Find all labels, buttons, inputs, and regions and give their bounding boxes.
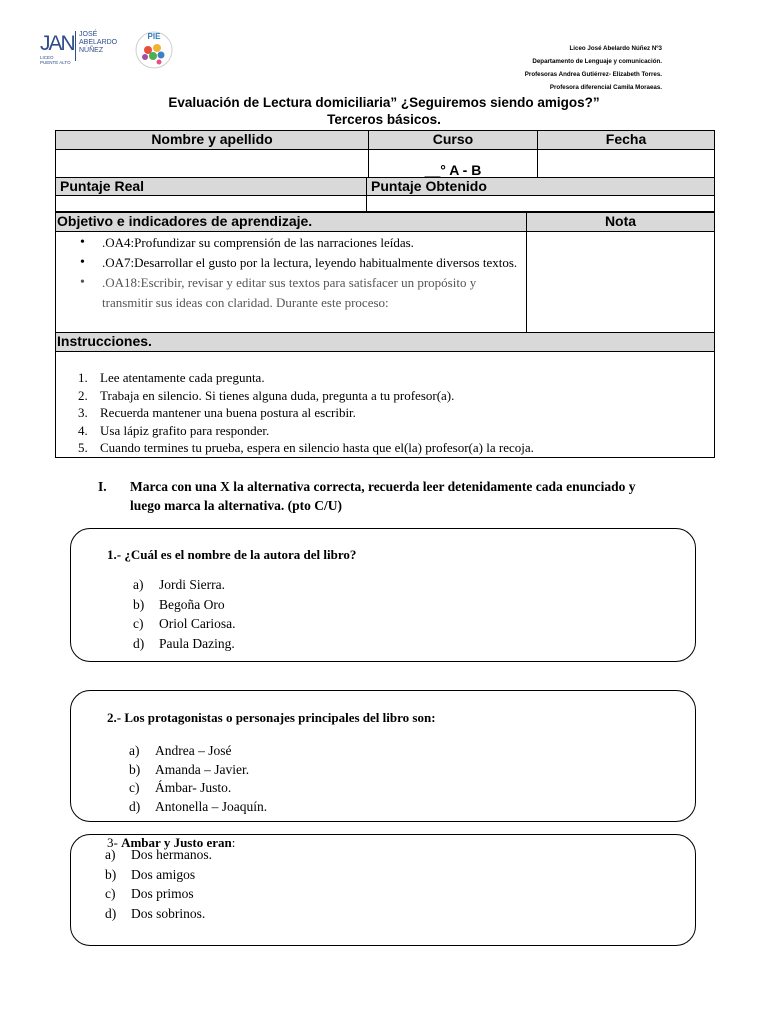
date-field[interactable]: [538, 150, 715, 179]
option-c[interactable]: c) Dos primos: [105, 886, 194, 901]
option-d[interactable]: d) Paula Dazing.: [133, 635, 235, 651]
grade-field[interactable]: [527, 232, 715, 333]
score-real-label: Puntaje Real: [56, 178, 367, 196]
question-3-title: 3- Ambar y Justo eran:: [107, 835, 236, 850]
question-1-options: [133, 575, 236, 653]
school-logo-mark: JAN: [40, 32, 74, 55]
instructions-list: [78, 369, 714, 457]
option-a[interactable]: a) Dos hermanos.: [105, 847, 212, 862]
option-a[interactable]: a) Andrea – José: [129, 743, 232, 758]
date-header: Fecha: [538, 131, 715, 150]
question-3-options: [105, 845, 212, 923]
question-2-title: 2.- Los protagonistas o personajes principales del libro son:: [107, 710, 436, 725]
page-subtitle: Terceros básicos.: [327, 112, 441, 127]
instruction-item: 4. Usa lápiz grafito para responder.: [78, 422, 270, 438]
objectives-list: [60, 233, 522, 313]
option-c[interactable]: c) Oriol Cariosa.: [133, 616, 236, 631]
option-c[interactable]: c) Ámbar- Justo.: [129, 780, 232, 795]
score-table: [55, 177, 715, 212]
school-name: Liceo José Abelardo Núñez Nº3: [569, 45, 662, 52]
score-real-field[interactable]: [56, 196, 367, 212]
objectives-header: Objetivo e indicadores de aprendizaje.: [56, 213, 527, 232]
course-field[interactable]: __° A - B: [369, 150, 538, 179]
instruction-item: 3. Recuerda mantener una buena postura al escribir.: [78, 405, 356, 420]
objective-item: • .OA7:Desarrollar el gusto por la lectura, leyendo habitualmente diversos textos.: [82, 253, 522, 273]
option-b[interactable]: b) Amanda – Javier.: [129, 761, 250, 777]
question-box-2: [70, 690, 696, 822]
school-logo: [40, 28, 122, 68]
school-logo-divider: [75, 31, 76, 61]
objective-item: • .OA4:Profundizar su comprensión de las narraciones leídas.: [82, 233, 522, 253]
page-title: Evaluación de Lectura domiciliaria” ¿Seguiremos siendo amigos?”: [168, 95, 600, 110]
question-box-3: [70, 834, 696, 946]
department: Departamento de Lenguaje y comunicación.: [532, 58, 662, 65]
grade-header: Nota: [527, 213, 715, 232]
option-a[interactable]: a) Jordi Sierra.: [133, 577, 225, 592]
section-number: I.: [98, 479, 107, 494]
objectives-table: [55, 212, 715, 458]
question-2-options: [129, 742, 267, 816]
section-heading: [98, 477, 658, 515]
option-b[interactable]: b) Begoña Oro: [133, 596, 225, 612]
score-obtained-label: Puntaje Obtenido: [367, 178, 715, 196]
student-info-table: [55, 130, 715, 179]
option-b[interactable]: b) Dos amigos: [105, 866, 196, 882]
teachers: Profesoras Andrea Gutiérrez- Elizabeth Torres.: [524, 71, 662, 78]
pie-logo: [128, 26, 180, 72]
option-d[interactable]: d) Antonella – Joaquín.: [129, 798, 268, 814]
name-field[interactable]: [56, 150, 369, 179]
question-1-title: 1.- ¿Cuál es el nombre de la autora del libro?: [107, 547, 357, 562]
score-obtained-field[interactable]: [367, 196, 715, 212]
instruction-item: 2. Trabaja en silencio. Si tienes alguna duda, pregunta a tu profesor(a).: [78, 387, 455, 403]
option-d[interactable]: d) Dos sobrinos.: [105, 905, 206, 921]
instruction-item: 1. Lee atentamente cada pregunta.: [78, 370, 265, 385]
instructions-cell: [56, 352, 715, 458]
objective-item: • .OA18:Escribir, revisar y editar sus textos para satisfacer un propósito y transmitir sus ideas con claridad. Durante este proceso:: [82, 273, 522, 313]
school-logo-subtitle: LICEO PUENTE ALTO: [40, 55, 71, 65]
pie-logo-text: PIE: [147, 32, 161, 41]
pie-logo-graphic: [128, 26, 180, 72]
school-logo-words: JOSÉ ABELARDO NÚÑEZ: [79, 31, 118, 54]
question-box-1: [70, 528, 696, 662]
section-text: Marca con una X la alternativa correcta, recuerda leer detenidamente cada enunciado y luego marca la alternativa. (pto C/U): [130, 479, 636, 513]
instructions-header: Instrucciones.: [56, 333, 715, 352]
special-teacher: Profesora diferencial Camila Moraeas.: [549, 84, 662, 91]
objectives-cell: [56, 232, 527, 333]
course-header: Curso: [369, 131, 538, 150]
name-header: Nombre y apellido: [56, 131, 369, 150]
instruction-item: 5. Cuando termines tu prueba, espera en silencio hasta que el(la) profesor(a) la recoja.: [78, 440, 534, 455]
